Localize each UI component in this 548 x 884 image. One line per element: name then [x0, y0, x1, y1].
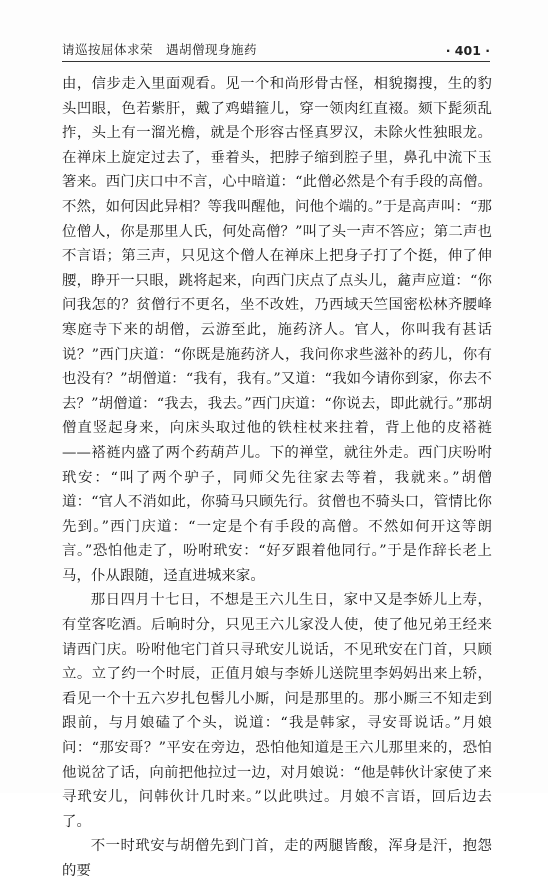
- paragraph-2: 那日四月十七日，不想是王六儿生日，家中又是李娇儿上寿，有堂客吃酒。后晌时分，只见王六儿家没人使，使了他兄弟王经来请西门庆。吩咐他宅门首只寻玳安儿说话，不见玳安在门首，只顾立。立了约一个时辰，正值月娘与李娇儿送院里李妈妈出来上轿，看见一个十五六岁扎包髻儿小厮，问是那里的。那小厮三不知走到跟前，与月娘磕了个头，说道：“我是韩家，寻安哥说话。”月娘问：“那安哥？”平安在旁边，恐怕他知道是王六儿那里来的，恐怕他说岔了话，向前把他拉过一边，对月娘说：“他是韩伙计家使了来寻玳安儿，问韩伙计几时来。”以此哄过。月娘不言语，回后边去了。: [62, 592, 492, 830]
- page-number: · 401 ·: [445, 43, 490, 58]
- page-header: [62, 38, 490, 62]
- body-text: [62, 72, 492, 884]
- running-title: 请巡按屈体求荣 遇胡僧现身施药: [62, 42, 258, 57]
- paragraph-1: 由，信步走入里面观看。见一个和尚形骨古怪，相貌搊搜，生的豹头凹眼，色若紫肝，戴了鸡蜡箍儿，穿一领肉红直裰。颏下髭须乱拃，头上有一溜光檐，就是个形容古怪真罗汉，未除火性独眼龙。在禅床上旋定过去了，垂着头，把脖子缩到腔子里，鼻孔中流下玉箸来。西门庆口中不言，心中暗道：“此僧必然是个有手段的高僧。不然，如何因此异相？等我叫醒他，问他个端的。”于是高声叫：“那位僧人，你是那里人氏，何处高僧？”叫了头一声不答应；第二声也不言语；第三声，只见这个僧人在禅床上把身子打了个挺，伸了伸腰，睁开一只眼，跳将起来，向西门庆点了点头儿，麄声应道：“你问我怎的？贫僧行不更名，坐不改姓，乃西域天竺国密松林齐腰峰寒庭寺下来的胡僧，云游至此，施药济人。官人，你叫我有甚话说？”西门庆道：“你既是施药济人，我问你求些滋补的药儿，你有也没有？”胡僧道：“我有，我有。”又道：“我如今请你到家，你去不去？”胡僧道：“我去，我去。”西门庆道：“你说去，即此就行。”那胡僧直竖起身来，向床头取过他的铁柱杖来拄着，背上他的皮褡裢——褡裢内盛了两个药葫芦儿。下的禅堂，就往外走。西门庆吩咐玳安：“叫了两个驴子，同师父先往家去等着，我就来。”胡僧道：“官人不消如此，你骑马只顾先行。贫僧也不骑头口，管情比你先到。”西门庆道：“一定是个有手段的高僧。不然如何开这等朗言。”恐怕他走了，吩咐玳安：“好歹跟着他同行。”于是作辞长老上马，仆从跟随，迳直进城来家。: [62, 76, 492, 584]
- paragraph-3: 不一时玳安与胡僧先到门首，走的两腿皆酸，浑身是汗，抱怨的要: [62, 838, 492, 879]
